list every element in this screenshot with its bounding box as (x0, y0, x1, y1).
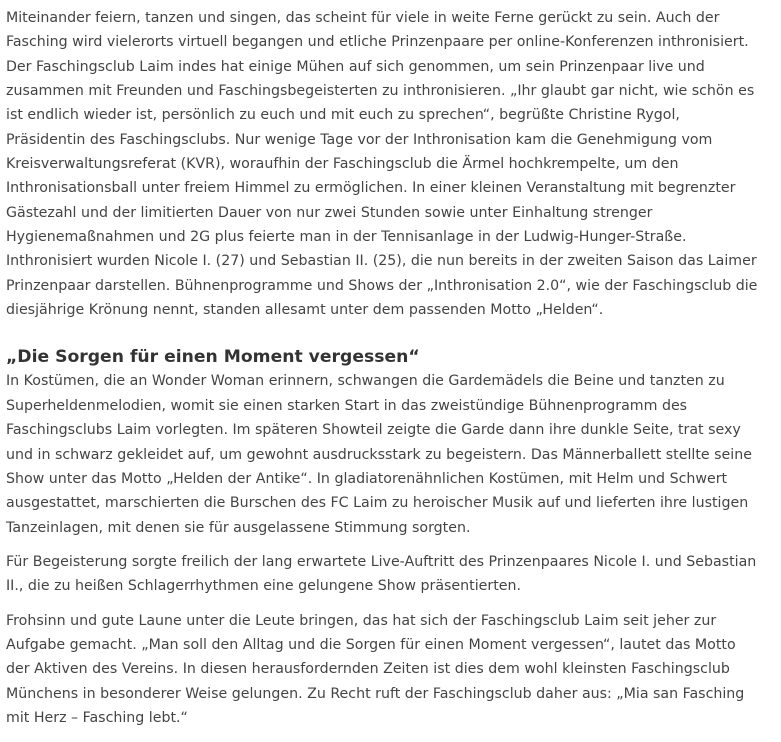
section-heading: „Die Sorgen für einen Moment vergessen“ (6, 347, 420, 368)
paragraph-gardemaedels: In Kostümen, die an Wonder Woman erinnern, schwangen die Gardemädels die Beine und tanzten zu Superheldenmelodien, womit sie einen starken Start in das zweistündige Bühnenprogramm des Faschingsclubs Laim vorlegten. Im späteren Showteil zeigte die Garde dann ihre dunkle Seite, trat sexy und in schwarz gekleidet auf, um gewohnt ausdrucksstark zu begeistern. Das Männerballett stellte seine Show unter das Motto „Helden der Antike“. In gladiatorenähnlichen Kostümen, mit Helm und Schwert ausgestattet, marschierten die Burschen des FC Laim zu heroischer Musik auf und lieferten ihre lustigen Tanzeinlagen, mit denen sie für ausgelassene Stimmung sorgten. (6, 373, 752, 536)
article-body (6, 6, 758, 730)
paragraph-motto: Frohsinn und gute Laune unter die Leute bringen, das hat sich der Faschingsclub Laim seit jeher zur Aufgabe gemacht. „Man soll den Alltag und die Sorgen für einen Moment vergessen“, lautet das Motto der Aktiven des Vereins. In diesen herausfordernden Zeiten ist dies dem wohl kleinsten Faschingsclub Münchens in besonderer Weise gelungen. Zu Recht ruft der Faschingsclub daher aus: „Mia san Fasching mit Herz – Fasching lebt.“ (6, 612, 745, 726)
paragraph-prinzenpaar: Für Begeisterung sorgte freilich der lang erwartete Live-Auftritt des Prinzenpaares Nicole I. und Sebastian II., die zu heißen Schlagerrhythmen eine gelungene Show präsentierten. (6, 553, 757, 595)
intro-paragraph: Miteinander feiern, tanzen und singen, das scheint für viele in weite Ferne gerückt zu sein. Auch der Fasching wird vielerorts virtuell begangen und etliche Prinzenpaare per online-Konferenzen inthronisiert. Der Faschingsclub Laim indes hat einige Mühen auf sich genommen, um sein Prinzenpaar live und zusammen mit Freunden und Faschingsbegeisterten zu inthronisieren. „Ihr glaubt gar nicht, wie schön es ist endlich wieder ist, persönlich zu euch und mit euch zu sprechen“, begrüßte Christine Rygol, Präsidentin des Faschingsclubs. Nur wenige Tage vor der Inthronisation kam die Genehmigung vom Kreisverwaltungsreferat (KVR), woraufhin der Faschingsclub die Ärmel hochkrempelte, um den Inthronisationsball unter freiem Himmel zu ermöglichen. In einer kleinen Veranstaltung mit begrenzter Gästezahl und der limitierten Dauer von nur zwei Stunden sowie unter Einhaltung strenger Hygienemaßnahmen und 2G plus feierte man in der Tennisanlage in der Ludwig-Hunger-Straße. Inthronisiert wurden Nicole I. (27) und Sebastian II. (25), die nun bereits in der zweiten Saison das Laimer Prinzenpaar darstellen. Bühnenprogramme und Shows der „Inthronisation 2.0“, wie der Faschingsclub die diesjährige Krönung nennt, standen allesamt unter dem passenden Motto „Helden“. (6, 10, 758, 319)
